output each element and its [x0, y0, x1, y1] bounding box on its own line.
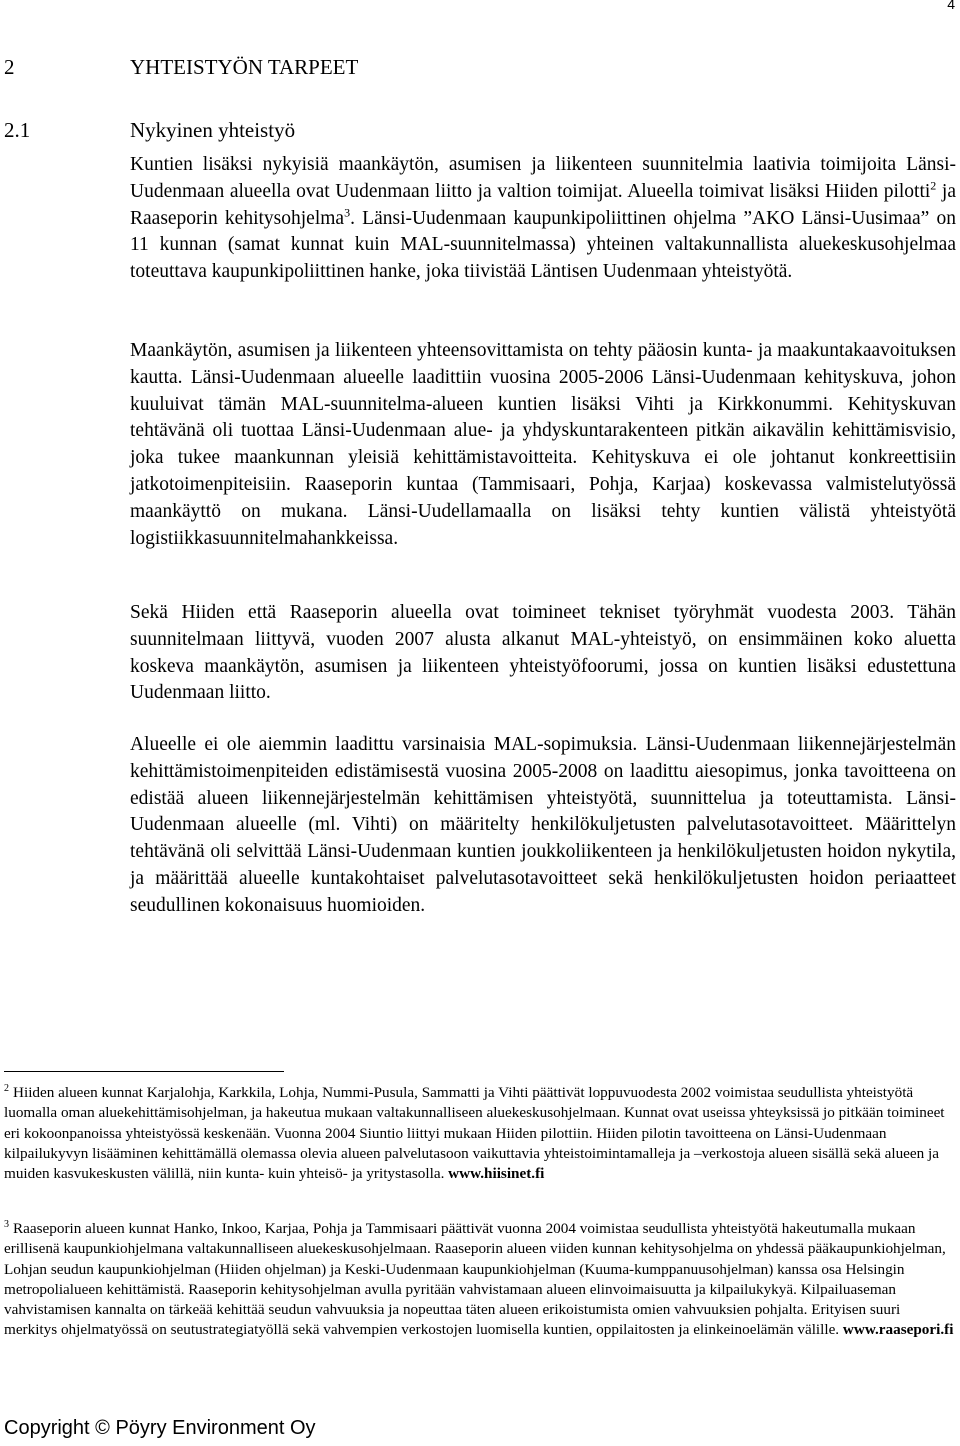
- subsection-number: 2.1: [4, 118, 31, 142]
- paragraph-2: Maankäytön, asumisen ja liikenteen yhteensovittamista on tehty pääosin kunta- ja maakuntakaavoituksen kautta. Länsi-Uudenmaan alueelle laadittiin vuosina 2005-2006 Länsi-Uudenmaan kehityskuva, johon kuuluivat tämän MAL-suunnitelma-alueen kuntien lisäksi Vihti ja Kirkkonummi. Kehityskuvan tehtävänä oli tuottaa Länsi-Uudenmaan alue- ja yhdyskuntarakenteen pitkän aikavälin kehittämisvisio, joka tukee maankunnan yleisiä kehittämistavoitteita. Kehityskuva ei ole johtanut konkreettisiin jatkotoimenpiteisiin. Raaseporin kuntaa (Tammisaari, Pohja, Karjaa) koskevassa valmistelutyössä maankäyttö on mukana. Länsi-Uudellamaalla on lisäksi tehty kuntien välistä yhteistyötä logistiikkasuunnitelmahankkeissa.: [130, 340, 956, 549]
- footnote-2-text: Hiiden alueen kunnat Karjalohja, Karkkila, Lohja, Nummi-Pusula, Sammatti ja Vihti päättivät loppuvuodesta 2002 voimistaa seudullista yhteistyötä luomalla oman aluekehittämisohjelman, ja hakeutua mukaan valtakunnalliseen aluekeskusohjelmaan. Kunnat ovat useissa yhteyksissä jo pitkään toimineet eri kokoonpanoissa yhteistyössä keskenään. Vuonna 2004 Siuntio liittyi mukaan Hiiden pilottiin. Hiiden pilotin tavoitteena on Länsi-Uudenmaan kilpailukyvyn lisääminen kehittämällä olemassa olevia alueen palvelutasoon vaikuttavia yhteistoimintamalleja ja –verkostoja alueen sisällä sekä alueen ja muiden kasvukeskusten välillä, niin kunta- kuin yhteisö- ja yritystasolla.: [4, 1084, 945, 1183]
- footnote-2-link[interactable]: www.hiisinet.fi: [448, 1165, 545, 1183]
- section-number: 2: [4, 55, 15, 79]
- subsection-title: Nykyinen yhteistyö: [130, 118, 296, 142]
- section-heading: [4, 54, 358, 80]
- paragraph-1-text-a: Kuntien lisäksi nykyisiä maankäytön, asumisen ja liikenteen suunnitelmia laativia toimijoita Länsi-Uudenmaan alueella ovat Uudenmaan liitto ja valtion toimijat. Alueella toimivat lisäksi Hiiden pilotti: [130, 154, 956, 202]
- footnote-3-mark: 3: [4, 1218, 9, 1230]
- page-number: 4: [947, 0, 955, 12]
- paragraph-1-text-c: . Länsi-Uudenmaan kaupunkipoliittinen ohjelma ”AKO Länsi-Uusimaa” on 11 kunnan (samat kunnat kuin MAL-suunnitelmassa) yhteinen valtakunnallista aluekeskusohjelmaa toteuttava kaupunkipoliittinen hanke, joka tiivistää Läntisen Uudenmaan yhteistyötä.: [130, 207, 956, 283]
- footnote-3-link[interactable]: www.raasepori.fi: [842, 1321, 954, 1339]
- footnote-2-mark: 2: [4, 1082, 9, 1094]
- footnote-separator: [4, 1071, 284, 1072]
- paragraph-4: Alueelle ei ole aiemmin laadittu varsinaisia MAL-sopimuksia. Länsi-Uudenmaan liikennejärjestelmän kehittämistoimenpiteiden edistämisestä vuosina 2005-2008 on laadittu aiesopimus, jonka tavoitteena on edistää alueen liikennejärjestelmän kehittämisen yhteistyötä, suunnittelua ja toteuttamista. Länsi-Uudenmaan alueelle (ml. Vihti) on määritelty henkilökuljetusten palvelutasotavoitteet. Määrittelyn tehtävänä oli selvittää Länsi-Uudenmaan kuntien joukkoliikenteen ja henkilökuljetusten hoidon nykytila, ja määrittää alueelle kuntakohtaiset palvelutasotavoitteet sekä henkilökuljetusten hoidon periaatteet seudullinen kokonaisuus huomioiden.: [130, 734, 956, 916]
- footnote-ref-3: 3: [344, 205, 351, 220]
- footnote-ref-2: 2: [930, 178, 937, 193]
- paragraph-1-text-b: ja Raaseporin kehitysohjelma: [130, 180, 957, 229]
- footnote-2: [4, 1083, 954, 1184]
- subsection-heading: [4, 117, 295, 143]
- paragraph-1: [130, 152, 956, 286]
- paragraph-3: Sekä Hiiden että Raaseporin alueella ovat toimineet tekniset työryhmät vuodesta 2003. Tähän suunnitelmaan liittyvä, vuoden 2007 alusta alkanut MAL-yhteistyö, on ensimmäinen koko aluetta koskeva maankäytön, asumisen ja liikenteen yhteistyöfoorumi, jossa on kuntien lisäksi edustettuna Uudenmaan liitto.: [130, 602, 956, 704]
- footnote-3-text: Raaseporin alueen kunnat Hanko, Inkoo, Karjaa, Pohja ja Tammisaari päättivät vuonna 2004 voimistaa seudullista yhteistyötä hakeutumalla mukaan erillisenä kaupunkiohjelmana valtakunnalliseen aluekeskusohjelmaan. Raaseporin alueen viiden kunnan kehitysohjelma on yhdessä pääkaupunkiohjelman, Lohjan seudun kaupunkiohjelman (Hiiden ohjelman) ja Keski-Uudenmaan kaupunkiohjelman (Kuuma-kumppanuusohjelman) kanssa osa Helsingin metropolialueen kehittämistä. Raaseporin kehitysohjelman avulla pyritään vahvistamaan alueen elinvoimaisuutta ja kilpailukykyä. Kilpailuaseman vahvistamisen kannalta on tärkeää kehittää seudun vahvuuksia ja nopeuttaa täten alueen erikoistumista omien vahvuuksien pohjalta. Erityisen suuri merkitys ohjelmatyössä on seutustrategiatyöllä sekä vahvempien verkostojen luomisella kuntien, oppilaitosten ja elinkeinoelämän välille.: [4, 1220, 946, 1339]
- section-title: YHTEISTYÖN TARPEET: [130, 55, 359, 79]
- footnote-3: [4, 1219, 954, 1341]
- copyright-notice: Copyright © Pöyry Environment Oy: [4, 1417, 316, 1439]
